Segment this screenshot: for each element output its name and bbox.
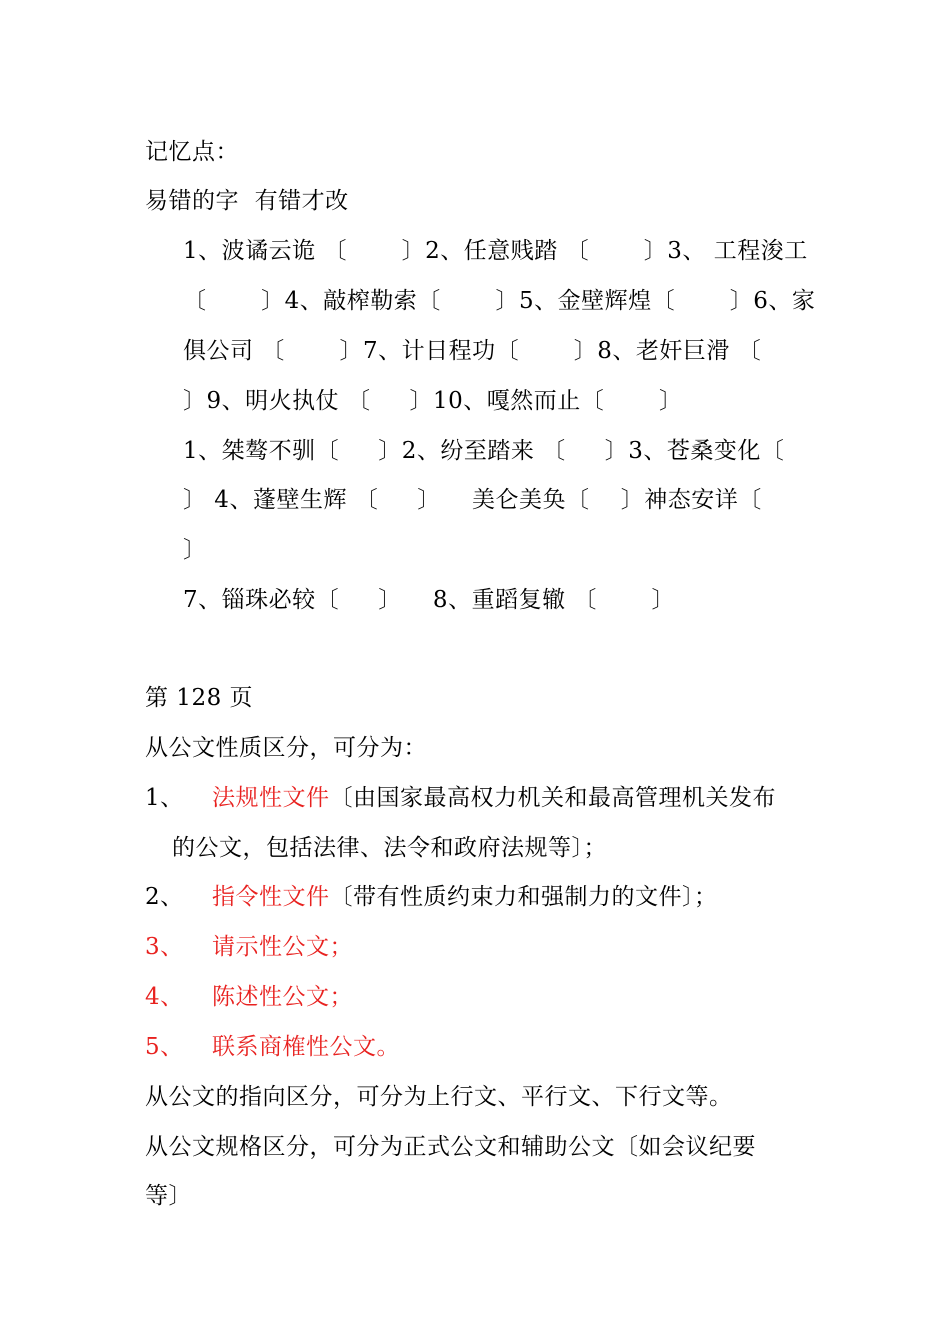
exercise-line: 7、锱珠必较〔 〕 8、重蹈复辙 〔 〕 (183, 587, 676, 613)
exercise-line: 1、桀骜不驯〔 〕2、纷至踏来 〔 〕3、苍桑变化〔 (183, 438, 785, 464)
exercise-line: 〕 4、蓬壁生辉 〔 〕 美仑美奂〔 〕神态安详〔 (183, 487, 762, 513)
memory-heading: 记忆点： (145, 139, 239, 165)
memory-subheading: 易错的字 有错才改 (145, 188, 349, 214)
exercise-line: 1、波谲云诡 〔 〕2、任意贱踏 〔 〕3、 工程浚工 (183, 238, 808, 264)
page-reference: 第 128 页 (145, 685, 254, 711)
nature-item-2 (145, 882, 718, 912)
item-number: 3、 (145, 934, 184, 960)
item-label: 联系商榷性公文。 (212, 1034, 400, 1060)
item-description: 〔由国家最高权力机关和最高管理机关发布 (329, 785, 776, 811)
item-number: 1、 (145, 785, 184, 811)
exercise-line: 俱公司 〔 〕7、计日程功〔 〕8、老奸巨滑 〔 (183, 338, 762, 364)
nature-item-3 (145, 932, 353, 962)
nature-item-1 (145, 783, 776, 813)
exercise-line: 〔 〕4、敲榨勒索〔 〕5、金壁辉煌〔 〕6、家 (183, 288, 816, 314)
item-label: 指令性文件 (212, 884, 330, 910)
direction-paragraph: 从公文的指向区分，可分为上行文、平行文、下行文等。 (145, 1084, 733, 1110)
item-description: 〔带有性质约束力和强制力的文件〕； (329, 884, 718, 910)
nature-item-4 (145, 982, 353, 1012)
spec-paragraph-line: 从公文规格区分，可分为正式公文和辅助公文〔如会议纪要 (145, 1134, 756, 1160)
exercise-line: 〕9、明火执仗 〔 〕10、嘎然而止〔 〕 (183, 388, 683, 414)
item-description-continued: 的公文，包括法律、法令和政府法规等〕； (172, 835, 607, 861)
item-number: 2、 (145, 884, 184, 910)
nature-intro: 从公文性质区分，可分为： (145, 735, 427, 761)
nature-item-5 (145, 1032, 400, 1062)
exercise-line: 〕 (183, 537, 207, 563)
item-label: 请示性公文； (212, 934, 353, 960)
item-label: 陈述性公文； (212, 984, 353, 1010)
item-label: 法规性文件 (212, 785, 330, 811)
spec-paragraph-line: 等〕 (145, 1183, 192, 1209)
item-number: 5、 (145, 1034, 184, 1060)
item-number: 4、 (145, 984, 184, 1010)
